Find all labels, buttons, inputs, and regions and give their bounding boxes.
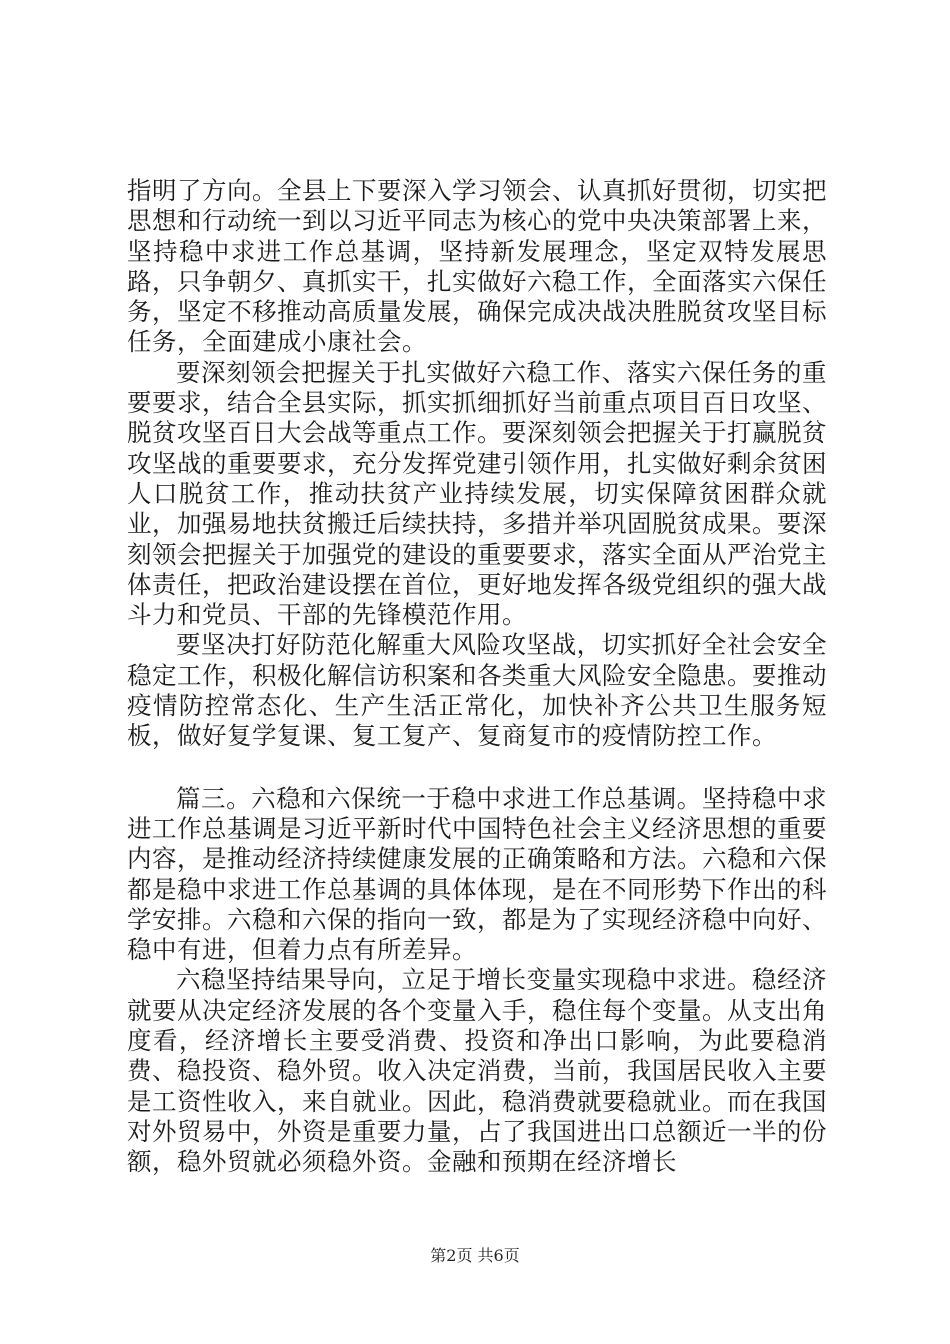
document-body	[127, 176, 827, 1178]
paragraph-3: 要坚决打好防范化解重大风险攻坚战，切实抓好全社会安全稳定工作，积极化解信访积案和各类重大风险安全隐患。要推动疫情防控常态化、生产生活正常化，加快补齐公共卫生服务短板，做好复学复课、复工复产、复商复市的疫情防控工作。	[127, 630, 827, 751]
paragraph-2: 要深刻领会把握关于扎实做好六稳工作、落实六保任务的重要要求，结合全县实际，抓实抓细抓好当前重点项目百日攻坚、脱贫攻坚百日大会战等重点工作。要深刻领会把握关于打赢脱贫攻坚战的重要要求，充分发挥党建引领作用，扎实做好剩余贫困人口脱贫工作，推动扶贫产业持续发展，切实保障贫困群众就业，加强易地扶贫搬迁后续扶持，多措并举巩固脱贫成果。要深刻领会把握关于加强党的建设的重要要求，落实全面从严治党主体责任，把政治建设摆在首位，更好地发挥各级党组织的强大战斗力和党员、干部的先锋模范作用。	[127, 357, 827, 630]
paragraph-1: 指明了方向。全县上下要深入学习领会、认真抓好贯彻，切实把思想和行动统一到以习近平同志为核心的党中央决策部署上来，坚持稳中求进工作总基调，坚持新发展理念，坚定双特发展思路，只争朝夕、真抓实干，扎实做好六稳工作，全面落实六保任务，坚定不移推动高质量发展，确保完成决战决胜脱贫攻坚目标任务，全面建成小康社会。	[127, 176, 827, 357]
page-footer: 第2页 共6页	[430, 1246, 520, 1265]
section-spacer	[127, 752, 827, 784]
paragraph-4: 篇三。六稳和六保统一于稳中求进工作总基调。坚持稳中求进工作总基调是习近平新时代中国特色社会主义经济思想的重要内容，是推动经济持续健康发展的正确策略和方法。六稳和六保都是稳中求进工作总基调的具体体现，是在不同形势下作出的科学安排。六稳和六保的指向一致，都是为了实现经济稳中向好、稳中有进，但着力点有所差异。	[127, 783, 827, 965]
paragraph-5: 六稳坚持结果导向，立足于增长变量实现稳中求进。稳经济就要从决定经济发展的各个变量入手，稳住每个变量。从支出角度看，经济增长主要受消费、投资和净出口影响，为此要稳消费、稳投资、稳外贸。收入决定消费，当前，我国居民收入主要是工资性收入，来自就业。因此，稳消费就要稳就业。而在我国对外贸易中，外资是重要力量，占了我国进出口总额近一半的份额，稳外贸就必须稳外资。金融和预期在经济增长	[127, 965, 827, 1177]
